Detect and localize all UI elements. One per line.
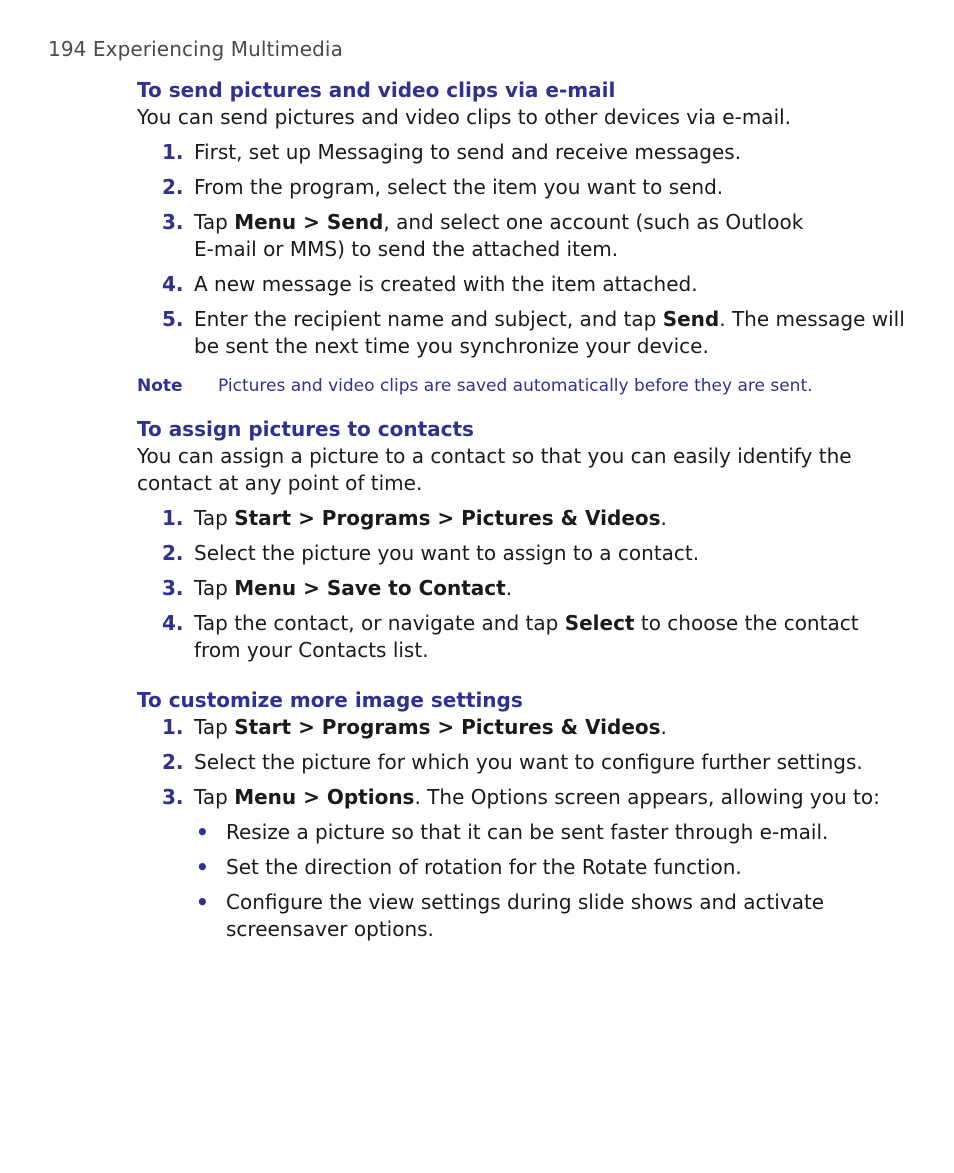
bullet-icon: •	[196, 890, 209, 914]
step-text-continued: be sent the next time you synchronize your device.	[194, 334, 709, 358]
step-text	[194, 306, 905, 333]
step-number: 2.	[162, 175, 184, 199]
page-content	[137, 76, 905, 943]
step-text-part: Tap	[194, 715, 235, 739]
step-text-part: , and select one account (such as Outlook	[383, 210, 804, 234]
bullet-text: Set the direction of rotation for the Rotate function.	[226, 855, 742, 879]
step-text-part: .	[660, 506, 667, 530]
menu-path: Menu > Save to Contact	[234, 576, 506, 600]
step-number: 3.	[162, 785, 184, 809]
list-item	[137, 784, 880, 811]
step-text: Select the picture for which you want to configure further settings.	[194, 750, 863, 774]
step-text	[194, 714, 867, 741]
menu-path: Select	[564, 611, 635, 635]
list-item	[137, 271, 867, 298]
note-label: Note	[137, 376, 183, 396]
bullet-text: Configure the view settings during slide shows and activate	[226, 890, 825, 914]
section-heading-send-email: To send pictures and video clips via e-mail	[137, 78, 616, 102]
menu-path: Menu > Options	[234, 785, 415, 809]
steps-list	[137, 505, 867, 664]
step-text	[194, 505, 867, 532]
list-item	[137, 819, 867, 846]
steps-list	[137, 714, 880, 811]
section-intro-line: You can assign a picture to a contact so that you can easily identify the	[137, 444, 852, 468]
note-text: Pictures and video clips are saved automatically before they are sent.	[218, 376, 813, 396]
step-text-part: . The message will	[719, 307, 905, 331]
bullet-icon: •	[196, 855, 209, 879]
list-item	[137, 139, 867, 166]
step-text-part: . The Options screen appears, allowing you to:	[414, 785, 880, 809]
step-text-part: Tap	[194, 210, 235, 234]
step-text-part: Tap the contact, or navigate and tap	[194, 611, 565, 635]
note	[137, 374, 867, 398]
step-text	[194, 610, 867, 637]
step-text: From the program, select the item you want to send.	[194, 175, 724, 199]
list-item	[137, 854, 867, 881]
section-heading-image-settings: To customize more image settings	[137, 688, 523, 712]
step-number: 1.	[162, 506, 184, 530]
step-text-part: Tap	[194, 506, 235, 530]
bullet-icon: •	[196, 820, 209, 844]
step-number: 1.	[162, 715, 184, 739]
list-item	[137, 209, 867, 263]
step-number: 5.	[162, 307, 184, 331]
list-item	[137, 889, 867, 943]
step-text	[194, 575, 867, 602]
step-text-continued: from your Contacts list.	[194, 638, 429, 662]
menu-path: Start > Programs > Pictures & Videos	[234, 715, 661, 739]
step-number: 2.	[162, 541, 184, 565]
step-number: 3.	[162, 576, 184, 600]
step-text-part: Tap	[194, 785, 235, 809]
list-item	[137, 714, 867, 741]
list-item	[137, 540, 867, 567]
list-item	[137, 306, 905, 360]
step-text-part: Tap	[194, 576, 235, 600]
section-heading-assign-contacts: To assign pictures to contacts	[137, 417, 474, 441]
section-intro: You can send pictures and video clips to other devices via e-mail.	[137, 105, 792, 129]
step-number: 4.	[162, 272, 184, 296]
step-number: 4.	[162, 611, 184, 635]
menu-path: Send	[662, 307, 720, 331]
bullet-text-continued: screensaver options.	[226, 917, 434, 941]
list-item	[137, 749, 867, 776]
step-number: 3.	[162, 210, 184, 234]
list-item	[137, 610, 867, 664]
step-text: A new message is created with the item attached.	[194, 272, 698, 296]
step-text	[194, 784, 880, 811]
step-text-continued: E-mail or MMS) to send the attached item.	[194, 237, 619, 261]
step-text: Select the picture you want to assign to a contact.	[194, 541, 700, 565]
menu-path: Menu > Send	[234, 210, 384, 234]
list-item	[137, 505, 867, 532]
bullet-list	[137, 819, 867, 943]
step-text-part: to choose the contact	[634, 611, 859, 635]
step-text-part: Enter the recipient name and subject, and tap	[194, 307, 663, 331]
step-text-part: .	[660, 715, 667, 739]
menu-path: Start > Programs > Pictures & Videos	[234, 506, 661, 530]
step-text	[194, 209, 867, 236]
step-text: First, set up Messaging to send and receive messages.	[194, 140, 742, 164]
running-head: 194 Experiencing Multimedia	[48, 37, 343, 61]
section-intro-line: contact at any point of time.	[137, 471, 423, 495]
step-number: 2.	[162, 750, 184, 774]
list-item	[137, 575, 867, 602]
bullet-text: Resize a picture so that it can be sent faster through e-mail.	[226, 820, 829, 844]
list-item	[137, 174, 867, 201]
step-number: 1.	[162, 140, 184, 164]
steps-list	[137, 139, 905, 360]
step-text-part: .	[505, 576, 513, 600]
